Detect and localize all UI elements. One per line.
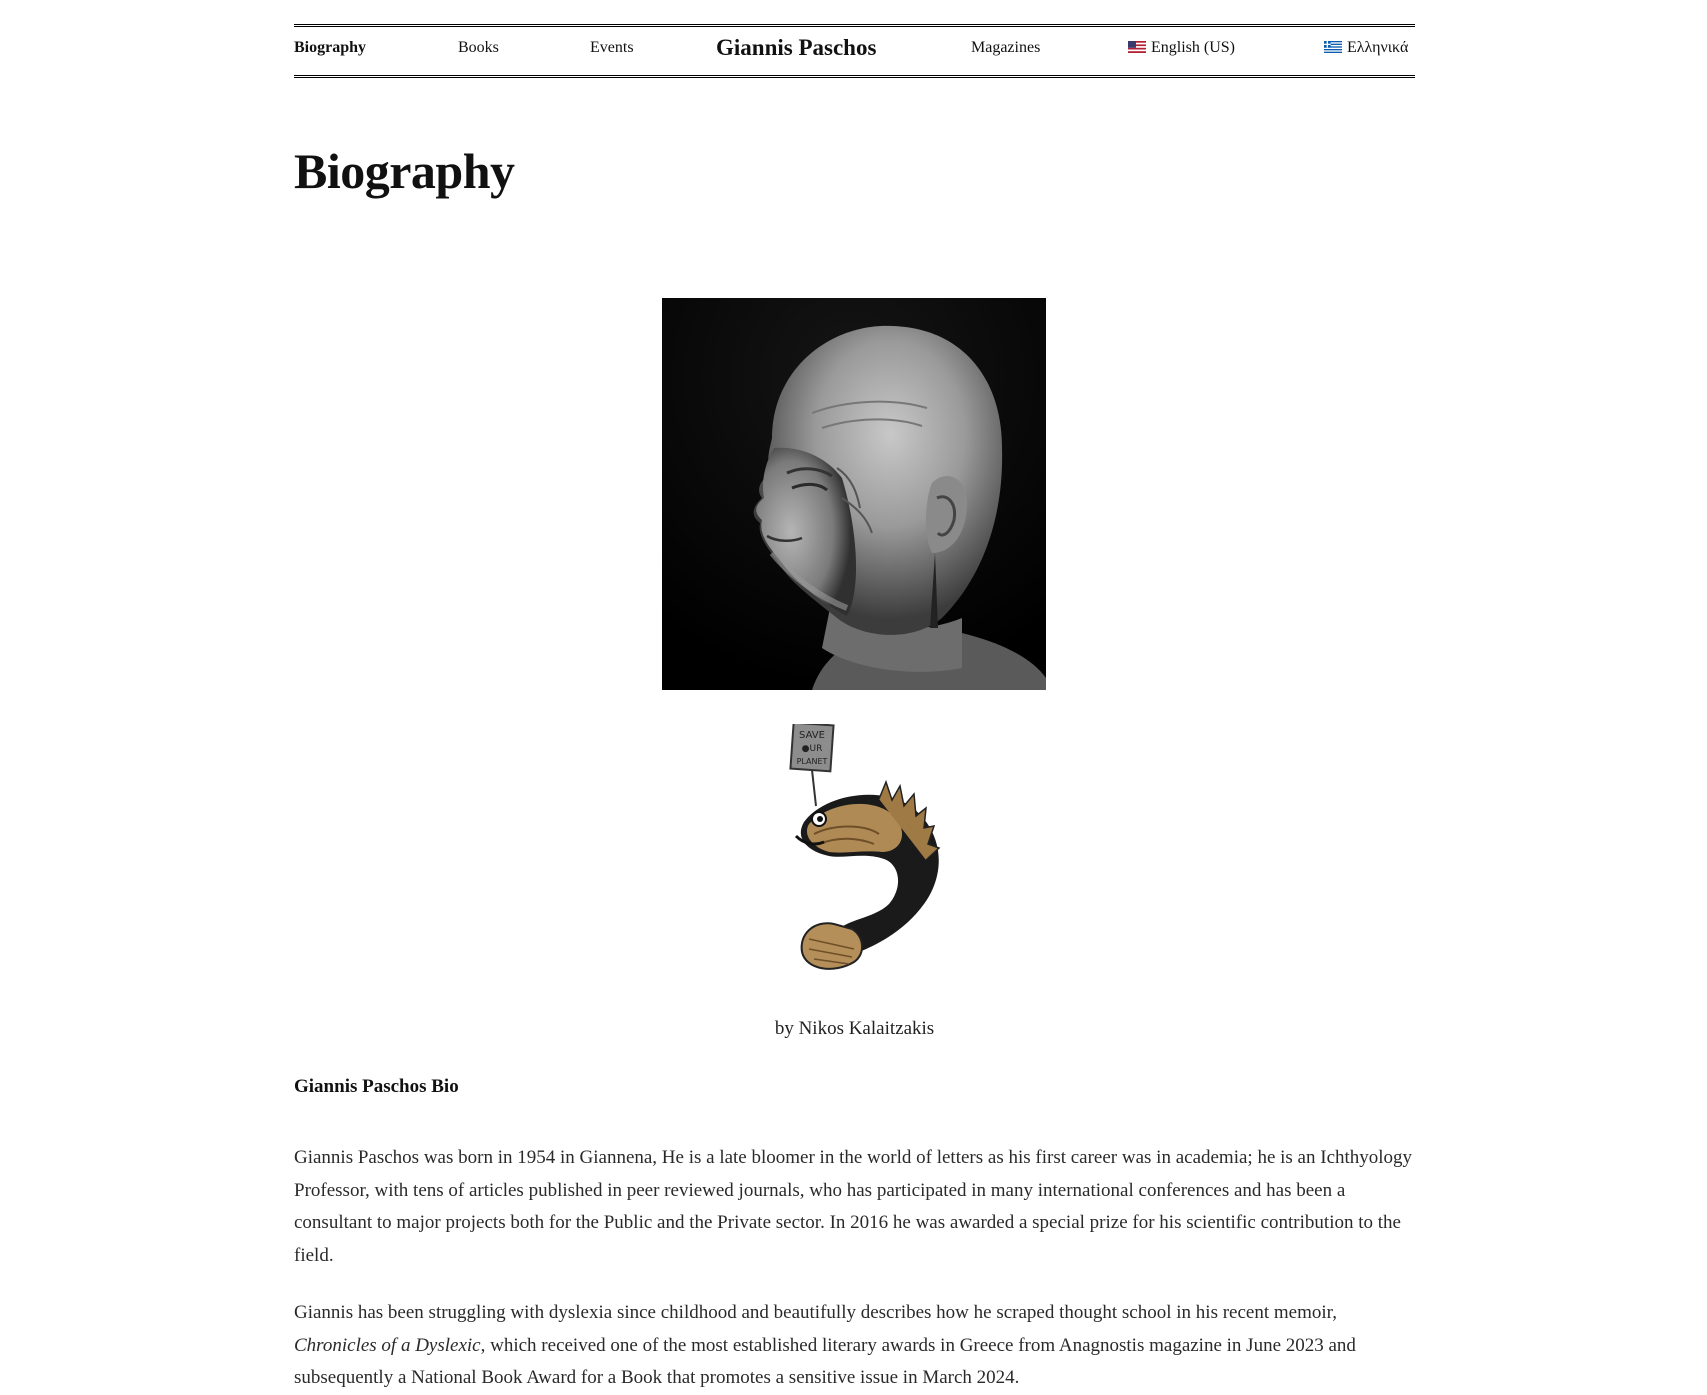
bio-paragraph-2-start: Giannis has been struggling with dyslexia since childhood and beautifully describes how he scraped thought school in his recent memoir, xyxy=(294,1302,1337,1323)
top-navigation xyxy=(294,24,1415,78)
page-wrapper xyxy=(294,24,1415,1388)
greek-flag-icon xyxy=(1324,41,1342,53)
bio-paragraph-1: Giannis Paschos was born in 1954 in Giannena, He is a late bloomer in the world of letters as his first career was in academia; he is an Ichthyology Professor, with tens of articles published in peer reviewed journals, who has participated in many international conferences and has been a consultant to major projects both for the Public and the Private sector. In 2016 he was awarded a special prize for his scientific contribution to the field. xyxy=(294,1147,1413,1266)
page-title: Biography xyxy=(294,143,515,199)
nav-events[interactable]: Events xyxy=(590,39,634,56)
fish-drawing xyxy=(774,724,954,974)
nav-magazines[interactable]: Magazines xyxy=(971,39,1041,56)
svg-text:PLANET: PLANET xyxy=(796,757,828,766)
bio-heading: Giannis Paschos Bio xyxy=(294,1076,459,1097)
nav-language-greek-label: Ελληνικά xyxy=(1347,39,1409,56)
memoir-title: Chronicles of a Dyslexic xyxy=(294,1334,481,1356)
author-portrait xyxy=(662,298,1046,690)
nav-language-greek[interactable] xyxy=(1324,27,1408,69)
nav-language-english-label: English (US) xyxy=(1151,39,1235,56)
fish-illustration xyxy=(774,724,954,974)
us-flag-icon xyxy=(1128,41,1146,53)
nav-books[interactable]: Books xyxy=(458,39,499,56)
bio-paragraph-2 xyxy=(294,1297,1419,1395)
nav-biography[interactable]: Biography xyxy=(294,39,367,56)
svg-text:●UR: ●UR xyxy=(801,744,823,754)
illustration-credit: by Nikos Kalaitzakis xyxy=(774,1018,935,1039)
nav-language-english[interactable] xyxy=(1128,27,1235,69)
bio-paragraph-2-end: , which received one of the most established literary awards in Greece from Anagnostis magazine in June 2023 and subsequently a National Book Award for a Book that promotes a sensitive issue in March 2024. xyxy=(294,1334,1356,1388)
site-brand[interactable]: Giannis Paschos xyxy=(716,35,877,60)
svg-text:SAVE: SAVE xyxy=(799,730,825,741)
portrait-image xyxy=(662,298,1046,690)
